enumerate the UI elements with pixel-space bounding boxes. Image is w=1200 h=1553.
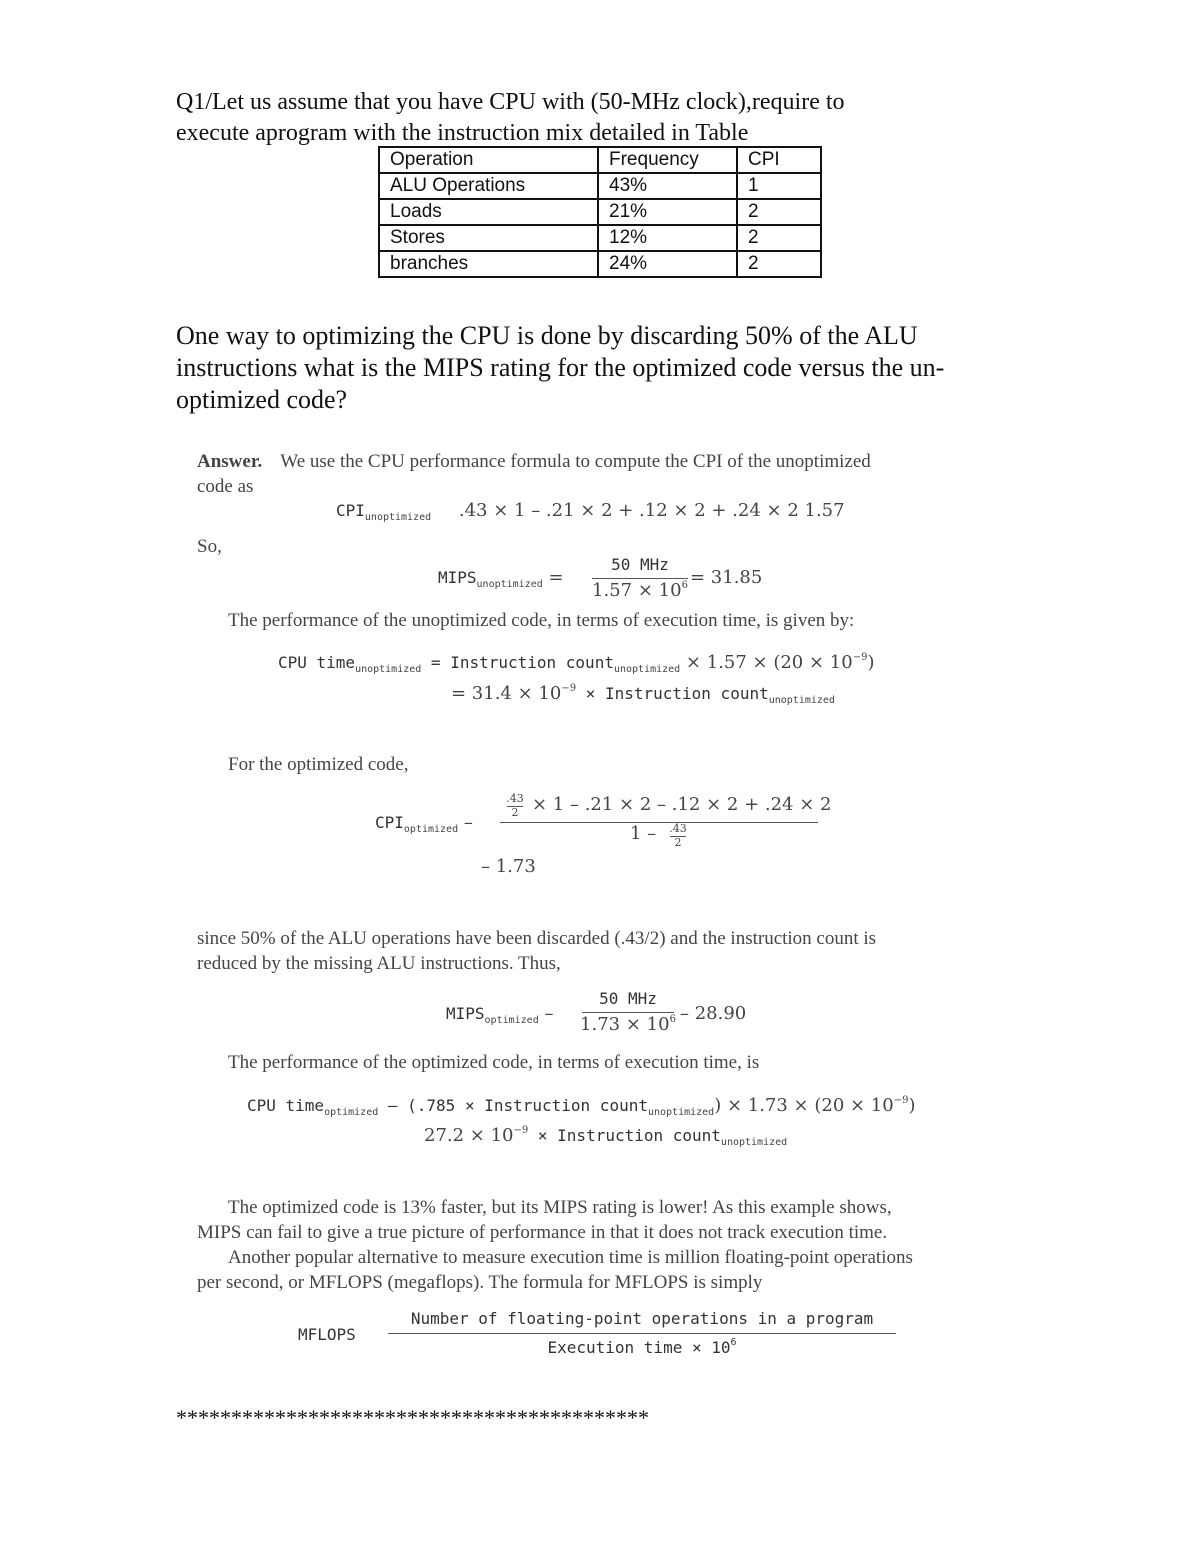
cpi-opt-den-frac-top: .43	[669, 822, 687, 835]
question-line-2: execute aprogram with the instruction mix detailed in Table	[176, 120, 749, 146]
conclusion-line-3: Another popular alternative to measure execution time is million floating-point operations	[228, 1247, 913, 1268]
conclusion-line-2: MIPS can fail to give a true picture of performance in that it does not track execution time.	[197, 1222, 888, 1243]
row-frequency: 21%	[598, 199, 737, 225]
mips-unopt-sub: unoptimized	[476, 579, 543, 590]
cpi-unopt-rhs: .43 × 1 – .21 × 2 + .12 × 2 + .24 × 2 1.57	[458, 500, 845, 521]
mflops-den-exp: 6	[730, 1337, 737, 1348]
cputime-opt-sub1: optimized	[324, 1107, 379, 1118]
cputime-unopt-sub2: unoptimized	[613, 664, 681, 675]
mflops-denominator	[388, 1337, 896, 1357]
mips-opt-numerator: 50 MHz	[599, 989, 657, 1008]
mips-unopt-eq: =	[548, 567, 564, 588]
cpi-opt-num-frac-bot: 2	[511, 806, 519, 819]
cputime-unopt-exp: −9	[852, 652, 868, 663]
cpi-opt-eq: –	[463, 812, 473, 833]
row-frequency: 12%	[598, 225, 737, 251]
cpi-opt-num-frac-top: .43	[506, 792, 524, 805]
mflops-numerator: Number of floating-point operations in a program	[410, 1309, 874, 1328]
cpi-unopt-lhs: CPI	[336, 501, 365, 520]
cputime-unopt-line-2	[451, 683, 835, 706]
mips-opt-eq: –	[544, 1003, 554, 1024]
row-cpi: 2	[737, 251, 821, 277]
row-frequency: 24%	[598, 251, 737, 277]
mips-unopt-numerator: 50 MHz	[611, 555, 669, 574]
header-frequency: Frequency	[598, 147, 737, 173]
perf-unopt-text: The performance of the unoptimized code, in terms of execution time, is given by:	[228, 610, 855, 631]
cputime-opt-mult: ) × 1.73 × (20 × 10	[714, 1095, 894, 1116]
row-operation: branches	[379, 251, 598, 277]
cputime-unopt-l2-sub: unoptimized	[768, 695, 835, 706]
cpi-opt-numerator-rest: × 1 – .21 × 2 – .12 × 2 + .24 × 2	[532, 794, 832, 815]
mflops-den-text: Execution time × 10	[547, 1338, 731, 1357]
cpi-opt-den-frac-bot: 2	[674, 836, 682, 849]
cputime-opt-line-1	[247, 1095, 916, 1118]
cpi-unoptimized-equation	[336, 500, 845, 523]
mips-opt-denominator	[578, 1014, 678, 1035]
cputime-opt-l2-exp: −9	[513, 1125, 529, 1136]
table-row	[379, 173, 821, 199]
row-cpi: 2	[737, 199, 821, 225]
row-operation: ALU Operations	[379, 173, 598, 199]
cpi-opt-den-text: 1 –	[630, 823, 657, 844]
cpi-unopt-sub: unoptimized	[364, 512, 432, 523]
table-row	[379, 251, 821, 277]
mips-unopt-denominator	[588, 580, 692, 601]
mips-optimized-lhs	[446, 1003, 553, 1026]
cputime-opt-label: CPU time	[247, 1096, 325, 1115]
mflops-label: MFLOPS	[298, 1325, 356, 1344]
mips-opt-label: MIPS	[446, 1004, 485, 1023]
mips-opt-den-text: 1.73 × 10	[580, 1014, 670, 1035]
answer-intro-line-1	[197, 451, 871, 473]
row-cpi: 2	[737, 225, 821, 251]
mips-opt-sub: optimized	[484, 1015, 539, 1026]
cpi-opt-sub: optimized	[403, 824, 459, 835]
header-cpi: CPI	[737, 147, 821, 173]
cputime-unopt-label: CPU time	[278, 653, 356, 672]
mips-opt-result: – 28.90	[680, 1003, 747, 1024]
cputime-opt-count: – (.785 × Instruction count	[378, 1096, 648, 1115]
question-line-1: Q1/Let us assume that you have CPU with (50-MHz clock),require to	[176, 89, 845, 115]
cputime-opt-l2-value: 27.2 × 10	[424, 1125, 514, 1146]
cputime-opt-line-2	[424, 1125, 787, 1148]
perf-opt-text: The performance of the optimized code, in terms of execution time, is	[228, 1052, 760, 1073]
cputime-unopt-sub1: unoptimized	[355, 664, 422, 675]
mflops-fraction-bar	[388, 1333, 896, 1334]
instruction-mix-table	[378, 146, 822, 278]
mips-unopt-result: = 31.85	[690, 567, 763, 588]
so-text: So,	[197, 536, 222, 557]
cputime-opt-sub2: unoptimized	[647, 1107, 715, 1118]
since-line-2: reduced by the missing ALU instructions. Thus,	[197, 953, 561, 974]
prompt-line-2: instructions what is the MIPS rating for the optimized code versus the un-	[176, 353, 945, 382]
cputime-opt-l2-sub: unoptimized	[720, 1137, 788, 1148]
cputime-opt-l2-count: × Instruction count	[528, 1126, 721, 1145]
cpi-opt-result: – 1.73	[481, 856, 536, 877]
answer-intro-text: We use the CPU performance formula to compute the CPI of the unoptimized	[280, 451, 871, 472]
answer-label: Answer.	[197, 451, 263, 472]
cputime-unopt-close: )	[867, 652, 875, 673]
table-row	[379, 225, 821, 251]
mips-opt-fraction-bar	[582, 1012, 674, 1013]
table-row	[379, 199, 821, 225]
cputime-unopt-l2-count: × Instruction count	[576, 684, 769, 703]
mips-opt-den-exp: 6	[669, 1014, 676, 1025]
mips-unopt-fraction-bar	[592, 578, 688, 579]
header-operation: Operation	[379, 147, 598, 173]
cpi-opt-label: CPI	[375, 813, 404, 832]
cpi-opt-fraction-bar	[500, 822, 818, 823]
row-frequency: 43%	[598, 173, 737, 199]
prompt-line-1: One way to optimizing the CPU is done by discarding 50% of the ALU	[176, 321, 918, 350]
answer-intro-line-2: code as	[197, 476, 254, 497]
for-optimized-text: For the optimized code,	[228, 754, 409, 775]
since-line-1: since 50% of the ALU operations have been discarded (.43/2) and the instruction count is	[197, 928, 877, 949]
cpi-optimized-lhs	[375, 812, 473, 835]
mips-unoptimized-lhs	[438, 567, 564, 590]
table-header-row	[379, 147, 821, 173]
cputime-unopt-count: = Instruction count	[421, 653, 614, 672]
mips-unopt-label: MIPS	[438, 568, 477, 587]
row-operation: Loads	[379, 199, 598, 225]
row-operation: Stores	[379, 225, 598, 251]
cputime-unopt-line-1	[278, 652, 874, 675]
mips-unopt-den-exp: 6	[681, 580, 688, 591]
cputime-opt-close: )	[908, 1095, 916, 1116]
conclusion-line-1: The optimized code is 13% faster, but its MIPS rating is lower! As this example shows,	[228, 1197, 892, 1218]
prompt-line-3: optimized code?	[176, 385, 348, 414]
conclusion-line-4: per second, or MFLOPS (megaflops). The formula for MFLOPS is simply	[197, 1272, 763, 1293]
mips-unopt-den-text: 1.57 × 10	[592, 580, 682, 601]
cputime-opt-exp: −9	[893, 1095, 909, 1106]
cputime-unopt-mult: × 1.57 × (20 × 10	[680, 652, 853, 673]
row-cpi: 1	[737, 173, 821, 199]
cputime-unopt-l2-value: = 31.4 × 10	[451, 683, 562, 704]
cputime-unopt-l2-exp: −9	[561, 683, 577, 694]
separator-asterisks: *******************************************	[176, 1405, 649, 1430]
